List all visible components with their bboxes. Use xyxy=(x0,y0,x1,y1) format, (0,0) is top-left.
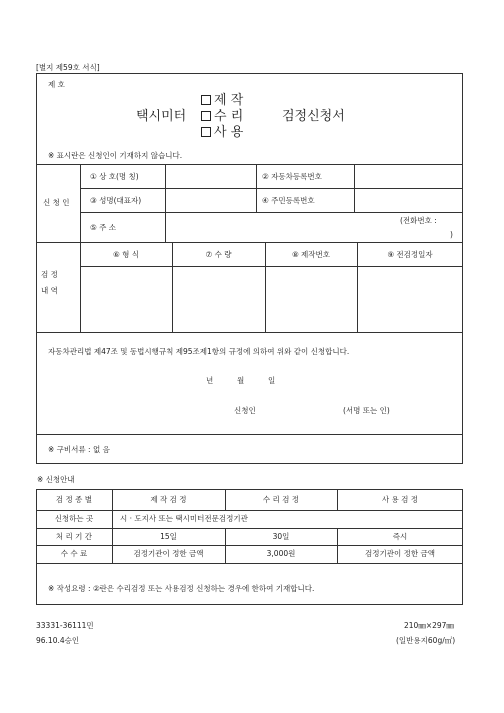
date-day: 일 xyxy=(268,376,276,385)
field-name: ③ 성명(대표자) xyxy=(90,196,142,205)
signer-label: 신청인 xyxy=(234,406,256,415)
guide-fee-repair: 3,000원 xyxy=(266,549,296,558)
checkbox-icon[interactable] xyxy=(201,95,211,105)
checkbox-icon[interactable] xyxy=(201,111,211,121)
doc-number-label: 제 호 xyxy=(48,80,65,89)
inspection-label-1: 검 정 xyxy=(41,270,58,279)
field-resident-no: ④ 주민등록번호 xyxy=(262,196,315,205)
phone-label: (전화번호 : xyxy=(400,216,437,225)
guide-header-make: 제 작 검 정 xyxy=(150,495,187,504)
applicant-label: 신 청 인 xyxy=(43,198,70,207)
statement-text: 자동차관리법 제47조 및 동법시행규칙 제95조제1항의 규정에 의하여 위와 같이 신청합니다. xyxy=(48,347,350,356)
title-option-repair[interactable]: 수 리 xyxy=(201,105,243,124)
phone-close: ) xyxy=(450,230,453,239)
footer-paper: (일반용지60g/㎡) xyxy=(396,636,456,645)
field-business-name: ① 상 호(명 칭) xyxy=(90,172,139,181)
form-title xyxy=(136,88,396,140)
footer-code: 33331-36111민 xyxy=(36,621,94,630)
title-option-make[interactable]: 제 작 xyxy=(201,89,243,108)
guide-header-kind: 검 정 종 별 xyxy=(55,495,93,504)
guide-header-use: 사 용 검 정 xyxy=(381,495,419,504)
title-suffix: 검정신청서 xyxy=(282,109,345,124)
date-month: 월 xyxy=(237,376,245,385)
guide-row-place-label: 신청하는 곳 xyxy=(54,514,94,523)
guide-period-use: 즉시 xyxy=(392,532,408,541)
header-prev-date: ⑨ 전검정일자 xyxy=(387,250,433,259)
header-quantity: ⑦ 수 량 xyxy=(205,250,232,259)
signature-label: (서명 또는 인) xyxy=(343,406,390,415)
guide-row-period-label: 처 리 기 간 xyxy=(55,532,93,541)
required-documents: ※ 구비서류 : 없 음 xyxy=(48,445,110,454)
guide-title: ※ 신청안내 xyxy=(37,475,75,484)
notice-text: ※ 표시란은 신청인이 기재하지 않습니다. xyxy=(48,151,183,160)
writing-guide-note: ※ 작성요령 : ②란은 수리검정 또는 사용검정 신청하는 경우에 한하여 기재합니다. xyxy=(48,584,315,593)
guide-period-repair: 30일 xyxy=(272,532,290,541)
guide-period-make: 15일 xyxy=(160,532,177,541)
header-type: ⑥ 형 식 xyxy=(113,250,139,259)
footer-approved: 96.10.4승인 xyxy=(36,636,80,645)
title-prefix: 택시미터 xyxy=(136,109,187,124)
inspection-label-2: 내 역 xyxy=(41,286,58,295)
field-vehicle-reg-no: ② 자동차등록번호 xyxy=(262,172,322,181)
title-option-use[interactable]: 사 용 xyxy=(201,121,243,140)
guide-header-repair: 수 리 검 정 xyxy=(262,495,300,504)
form-reference: [별지 제59호 서식] xyxy=(36,63,100,72)
field-address: ⑤ 주 소 xyxy=(90,223,116,232)
guide-row-place-value: 시 · 도지사 또는 택시미터전문검정기관 xyxy=(120,514,248,523)
guide-row-fee-label: 수 수 료 xyxy=(60,549,88,558)
footer-size: 210㎜×297㎜ xyxy=(404,621,454,630)
date-year: 년 xyxy=(206,376,214,385)
checkbox-icon[interactable] xyxy=(201,127,211,137)
guide-fee-use: 검정기관이 정한 금액 xyxy=(365,549,435,558)
header-serial-no: ⑧ 제작번호 xyxy=(291,250,331,259)
guide-fee-make: 검정기관이 정한 금액 xyxy=(133,549,204,558)
